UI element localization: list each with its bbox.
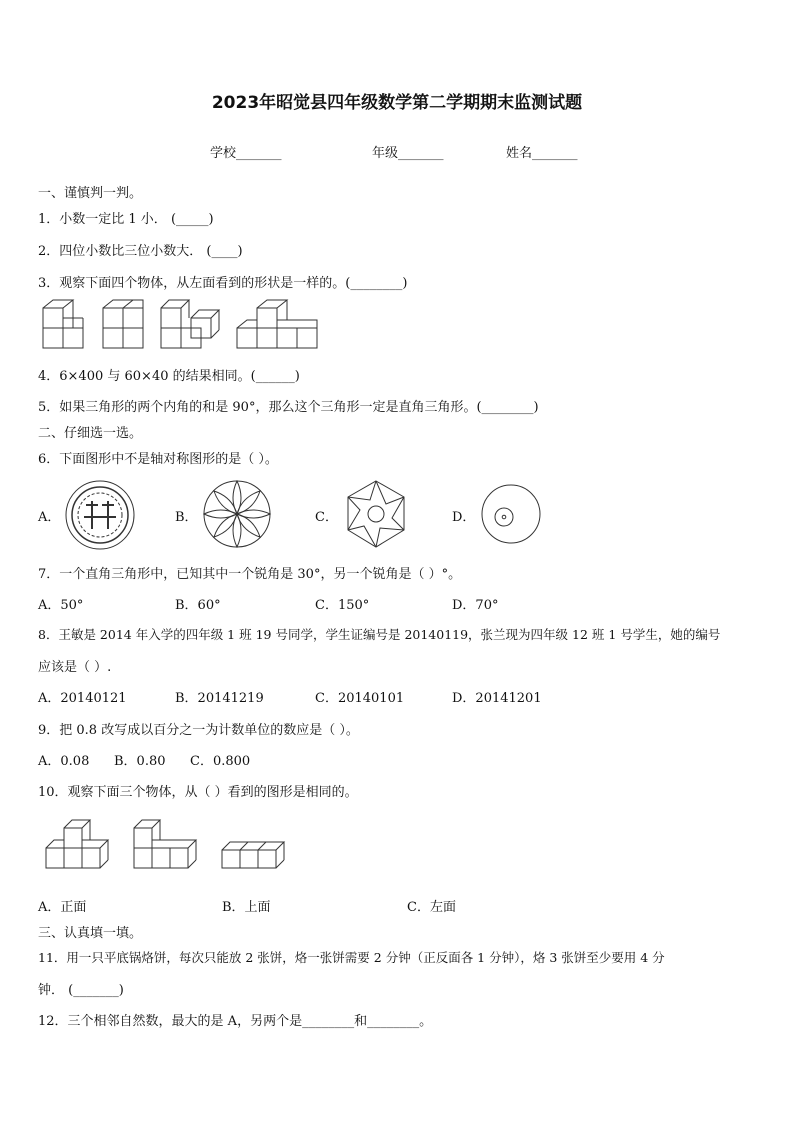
q9-option-b[interactable]: B．0.80 — [114, 754, 166, 769]
question-1: 1．小数一定比 1 小． (_____) — [38, 212, 214, 227]
question-5: 5．如果三角形的两个内角的和是 90°，那么这个三角形一定是直角三角形。(________) — [38, 400, 539, 415]
question-2: 2．四位小数比三位小数大． (____) — [38, 244, 243, 259]
question-11-line-1: 11．用一只平底锅烙饼，每次只能放 2 张饼，烙一张饼需要 2 分钟（正反面各 1 分钟），烙 3 张饼至少要用 4 分 — [38, 950, 665, 965]
question-6: 6．下面图形中不是轴对称图形的是（ ）。 — [38, 452, 278, 467]
q9-option-a[interactable]: A．0.08 — [38, 754, 90, 769]
section-1-heading: 一、谨慎判一判。 — [38, 186, 143, 201]
school-field: 学校_______ — [210, 146, 282, 161]
q7-option-a[interactable]: A．50° — [38, 598, 84, 613]
q10-cube-figure-3 — [222, 842, 284, 868]
q10-cube-figure-2 — [134, 820, 196, 868]
q9-option-c[interactable]: C．0.800 — [190, 754, 251, 769]
section-2-heading: 二、仔细选一选。 — [38, 426, 143, 441]
question-8-line-1: 8．王敏是 2014 年入学的四年级 1 班 19 号同学，学生证编号是 20140119，张兰现为四年级 12 班 1 号学生，她的编号 — [38, 627, 721, 642]
q6-option-a[interactable]: A． — [38, 510, 61, 525]
q6-option-c[interactable]: C． — [315, 510, 338, 525]
q8-option-c[interactable]: C．20140101 — [315, 691, 405, 706]
q8-option-b[interactable]: B．20141219 — [175, 691, 264, 706]
page-title: 2023年昭觉县四年级数学第二学期期末监测试题 — [211, 93, 583, 113]
q6-option-b[interactable]: B． — [175, 510, 198, 525]
question-8-line-2: 应该是（ ）. — [38, 660, 112, 675]
grade-field: 年级_______ — [372, 146, 444, 161]
q8-option-a[interactable]: A．20140121 — [38, 691, 127, 706]
q10-option-a[interactable]: A．正面 — [38, 900, 87, 915]
q10-cube-figure-1 — [46, 820, 108, 868]
q8-option-d[interactable]: D．20141201 — [452, 691, 542, 706]
section-3-heading: 三、认真填一填。 — [38, 926, 143, 941]
question-12: 12．三个相邻自然数，最大的是 A，另两个是________和________。 — [38, 1014, 433, 1029]
q7-option-b[interactable]: B．60° — [175, 598, 221, 613]
question-3: 3．观察下面四个物体，从左面看到的形状是一样的。(________) — [38, 276, 408, 291]
q10-option-c[interactable]: C．左面 — [407, 900, 456, 915]
q7-option-c[interactable]: C．150° — [315, 598, 370, 613]
question-9: 9．把 0.8 改写成以百分之一为计数单位的数应是（ ）。 — [38, 723, 359, 738]
question-10: 10．观察下面三个物体，从（ ）看到的图形是相同的。 — [38, 785, 358, 800]
question-11-line-2: 钟． (_______) — [38, 983, 124, 998]
question-7: 7．一个直角三角形中，已知其中一个锐角是 30°，另一个锐角是（ ）°。 — [38, 567, 462, 582]
q7-option-d[interactable]: D．70° — [452, 598, 499, 613]
q6-option-d[interactable]: D． — [452, 510, 476, 525]
question-4: 4．6×400 与 60×40 的结果相同。(______) — [38, 369, 300, 384]
name-field: 姓名_______ — [506, 146, 578, 161]
q10-option-b[interactable]: B．上面 — [222, 900, 271, 915]
